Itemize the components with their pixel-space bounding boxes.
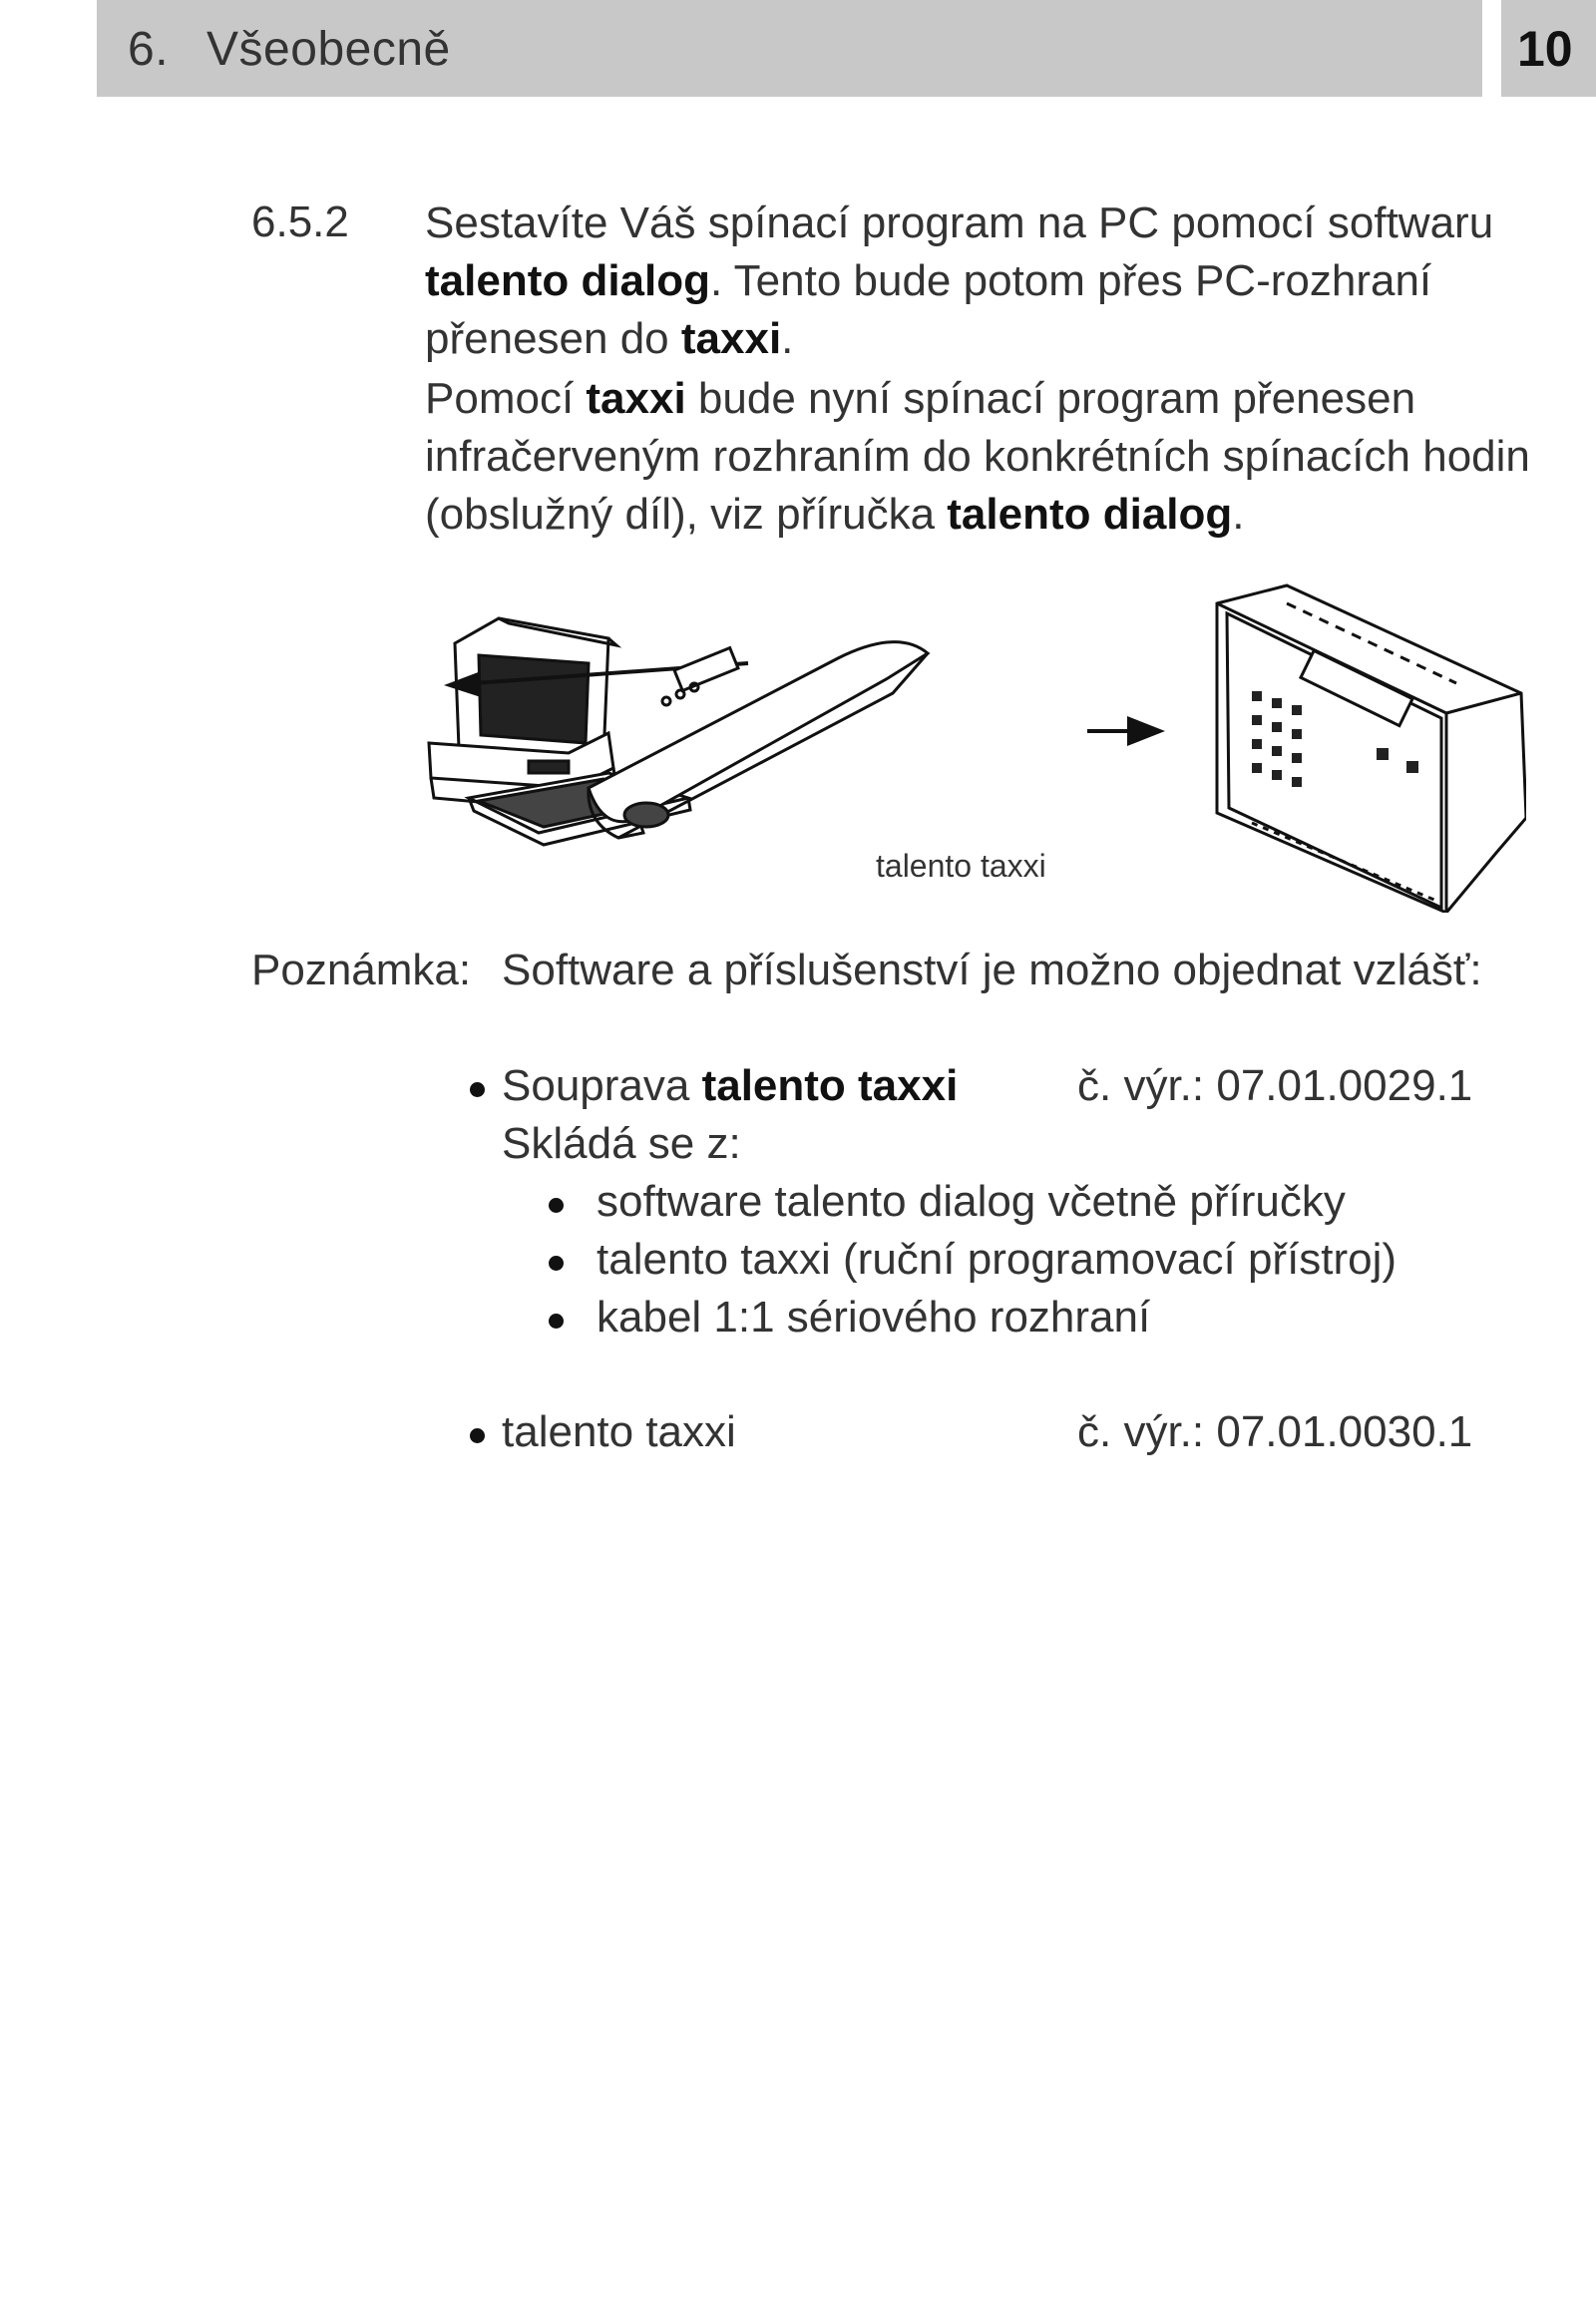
bullet-sub-1 [549, 1198, 564, 1213]
bullet-sub-3 [549, 1314, 564, 1329]
p2-bold-taxxi: taxxi [586, 374, 686, 423]
diagram-label: talento taxxi [876, 848, 1046, 884]
kit-prefix: Souprava [502, 1061, 702, 1110]
taxxi-item: talento taxxi [502, 1407, 736, 1456]
section-heading [128, 22, 451, 77]
paragraph-1 [425, 194, 1562, 368]
kit-subitem-3: kabel 1:1 sériového rozhraní [597, 1293, 1151, 1342]
paragraph-2 [425, 370, 1562, 544]
taxxi-order-number: č. výr.: 07.01.0030.1 [1077, 1407, 1473, 1456]
kit-name: talento taxxi [701, 1061, 959, 1110]
kit-order-number: č. výr.: 07.01.0029.1 [1077, 1061, 1473, 1110]
p2-text-e: (obslužný díl), viz příručka [425, 490, 948, 539]
p1-text-f: . [781, 314, 794, 363]
p1-text-a: Sestavíte Váš spínací program na PC pomocí softwaru [425, 198, 1494, 247]
p1-text-d: přenesen do [425, 314, 681, 363]
p1-text-c: . Tento bude potom přes PC-rozhraní [710, 256, 1432, 305]
kit-item [502, 1061, 958, 1111]
bullet-kit [470, 1082, 485, 1097]
kit-subitem-1: software talento dialog včetně příručky [597, 1177, 1346, 1226]
p1-bold-taxxi: taxxi [680, 314, 782, 363]
section-heading-title: Všeobecně [206, 23, 451, 76]
p2-bold-talento-dialog: talento dialog [947, 490, 1233, 539]
section-heading-number: 6. [128, 23, 170, 76]
page-number: 10 [1517, 21, 1573, 77]
bullet-taxxi [470, 1428, 485, 1443]
bullet-sub-2 [549, 1256, 564, 1271]
p2-text-g: . [1232, 490, 1245, 539]
kit-subitem-2: talento taxxi (ruční programovací přístroj) [597, 1235, 1397, 1284]
p2-text-c: bude nyní spínací program přenesen [685, 374, 1416, 423]
subsection-number: 6.5.2 [251, 197, 349, 246]
p2-text-d: infračerveným rozhraním do konkrétních spínacích hodin [425, 432, 1530, 481]
switching-clock-illustration [1217, 585, 1526, 913]
p1-bold-talento-dialog: talento dialog [425, 256, 710, 305]
kit-consists-label: Skládá se z: [502, 1119, 741, 1168]
note-text: Software a příslušenství je možno objednat vzlášť: [502, 946, 1482, 994]
p2-text-a: Pomocí [425, 374, 587, 423]
note-label: Poznámka: [251, 946, 472, 994]
